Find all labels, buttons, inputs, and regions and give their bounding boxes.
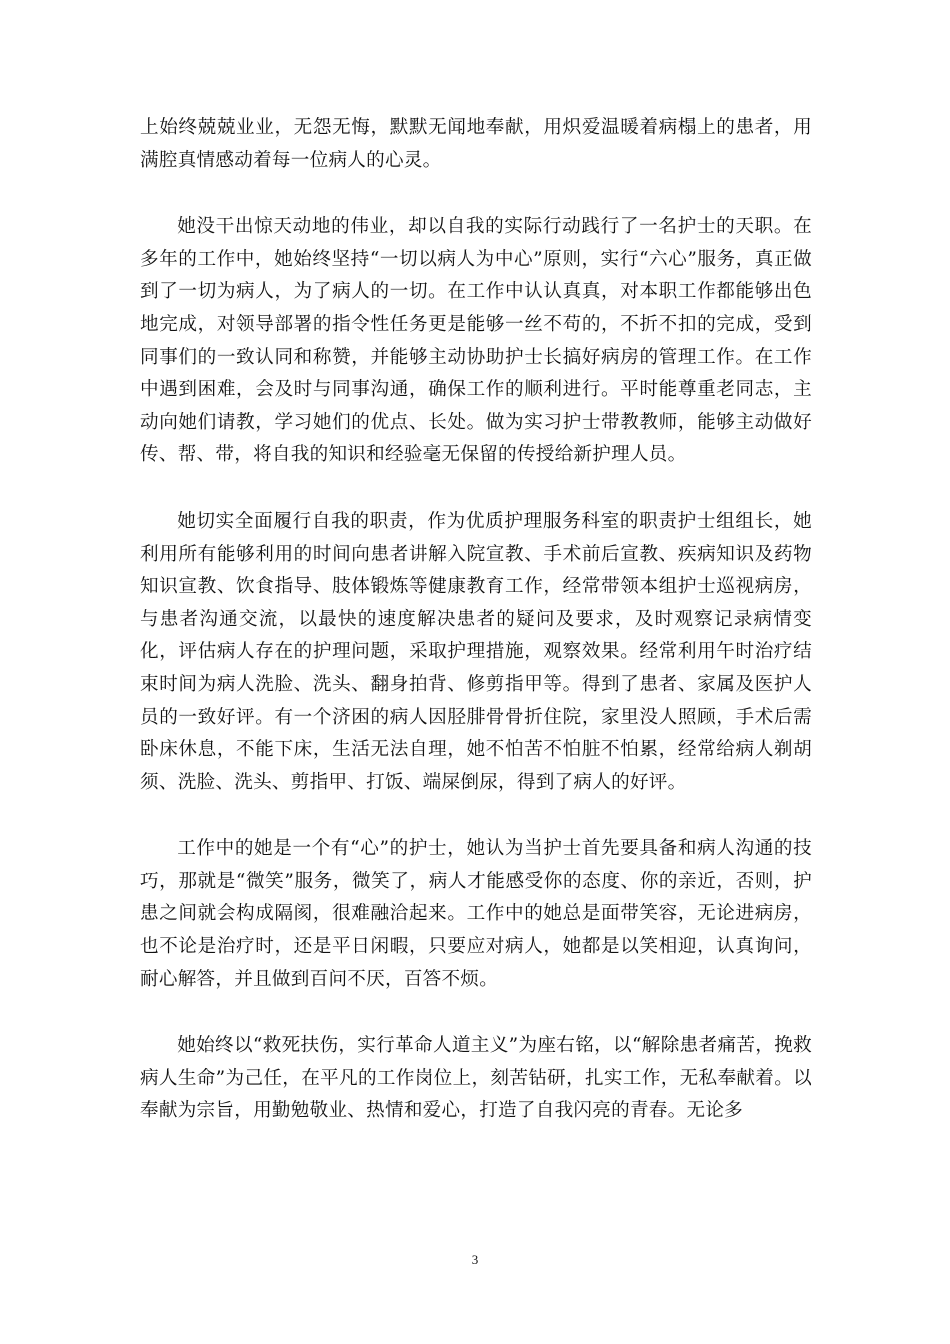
paragraph-3: 她切实全面履行自我的职责，作为优质护理服务科室的职责护士组组长，她利用所有能够利用的时间向患者讲解入院宣教、手术前后宣教、疾病知识及药物知识宣教、饮食指导、肢体锻炼等健康教育工作，经常带领本组护士巡视病房，与患者沟通交流，以最快的速度解决患者的疑问及要求，及时观察记录病情变化，评估病人存在的护理问题，采取护理措施，观察效果。经常利用午时治疗结束时间为病人洗脸、洗头、翻身拍背、修剪指甲等。得到了患者、家属及医护人员的一致好评。有一个济困的病人因胫腓骨骨折住院，家里没人照顾，手术后需卧床休息，不能下床，生活无法自理，她不怕苦不怕脏不怕累，经常给病人剃胡须、洗脸、洗头、剪指甲、打饭、端屎倒尿，得到了病人的好评。: [140, 510, 812, 793]
paragraph-gap: [140, 472, 812, 506]
paragraph-gap: [140, 996, 812, 1030]
paragraph-gap: [140, 799, 812, 833]
paragraph-4: 工作中的她是一个有“心”的护士，她认为当护士首先要具备和病人沟通的技巧，那就是“微笑”服务，微笑了，病人才能感受你的态度、你的亲近，否则，护患之间就会构成隔阂，很难融洽起来。工作中的她总是面带笑容，无论进病房，也不论是治疗时，还是平日闲暇，只要应对病人，她都是以笑相迎，认真询问，耐心解答，并且做到百问不厌，百答不烦。: [140, 838, 812, 990]
page-number: 3: [471, 1252, 479, 1267]
paragraph-2: 她没干出惊天动地的伟业，却以自我的实际行动践行了一名护士的天职。在多年的工作中，她始终坚持“一切以病人为中心”原则，实行“六心”服务，真正做到了一切为病人，为了病人的一切。在工作中认认真真，对本职工作都能够出色地完成，对领导部署的指令性任务更是能够一丝不苟的，不折不扣的完成，受到同事们的一致认同和称赞，并能够主动协助护士长搞好病房的管理工作。在工作中遇到困难，会及时与同事沟通，确保工作的顺利进行。平时能尊重老同志，主动向她们请教，学习她们的优点、长处。做为实习护士带教教师，能够主动做好传、帮、带，将自我的知识和经验毫无保留的传授给新护理人员。: [140, 216, 812, 466]
document-body: [140, 112, 812, 1128]
paragraph-gap: [140, 177, 812, 211]
paragraph-5: 她始终以“救死扶伤，实行革命人道主义”为座右铭，以“解除患者痛苦，挽救病人生命”为己任，在平凡的工作岗位上，刻苦钻研，扎实工作，无私奉献着。以奉献为宗旨，用勤勉敬业、热情和爱心，打造了自我闪亮的青春。无论多: [140, 1035, 812, 1122]
paragraph-1: 上始终兢兢业业，无怨无悔，默默无闻地奉献，用炽爱温暖着病榻上的患者，用满腔真情感动着每一位病人的心灵。: [140, 117, 812, 171]
